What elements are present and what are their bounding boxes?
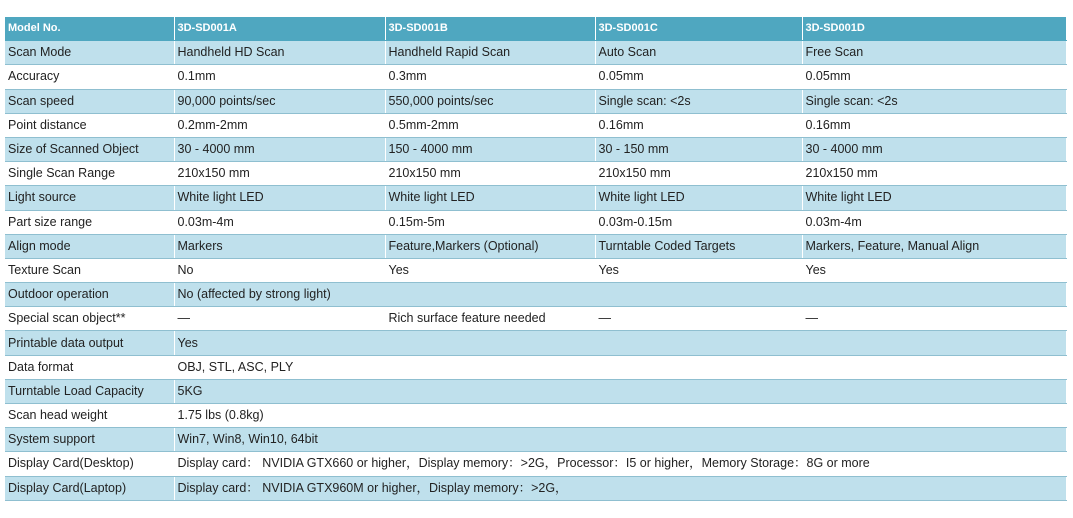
row-label: Align mode bbox=[5, 234, 174, 258]
table-cell: No bbox=[174, 258, 385, 282]
table-cell: Win7, Win8, Win10, 64bit bbox=[174, 428, 1066, 452]
table-cell: — bbox=[595, 307, 802, 331]
row-label: Texture Scan bbox=[5, 258, 174, 282]
table-cell: 0.2mm-2mm bbox=[174, 113, 385, 137]
table-cell: 210x150 mm bbox=[174, 162, 385, 186]
table-cell: OBJ, STL, ASC, PLY bbox=[174, 355, 1066, 379]
table-row bbox=[5, 41, 1066, 65]
table-cell: 0.05mm bbox=[802, 65, 1066, 89]
table-cell: 0.03m-4m bbox=[802, 210, 1066, 234]
table-cell: Handheld Rapid Scan bbox=[385, 41, 595, 65]
table-cell: Rich surface feature needed bbox=[385, 307, 595, 331]
row-label: Accuracy bbox=[5, 65, 174, 89]
table-cell: 30 - 150 mm bbox=[595, 137, 802, 161]
table-cell: Yes bbox=[174, 331, 1066, 355]
table-cell: 0.15m-5m bbox=[385, 210, 595, 234]
row-label: Display Card(Laptop) bbox=[5, 476, 174, 500]
table-cell: White light LED bbox=[174, 186, 385, 210]
table-cell: Markers, Feature, Manual Align bbox=[802, 234, 1066, 258]
header-cell: 3D-SD001B bbox=[385, 17, 595, 41]
table-cell: 210x150 mm bbox=[385, 162, 595, 186]
row-label: Scan head weight bbox=[5, 404, 174, 428]
table-cell: Display card： NVIDIA GTX960M or higher，Display memory：>2G， bbox=[174, 476, 1066, 500]
table-cell: Markers bbox=[174, 234, 385, 258]
table-cell: 90,000 points/sec bbox=[174, 89, 385, 113]
table-cell: Handheld HD Scan bbox=[174, 41, 385, 65]
row-label: Light source bbox=[5, 186, 174, 210]
table-cell: 30 - 4000 mm bbox=[174, 137, 385, 161]
table-cell: 30 - 4000 mm bbox=[802, 137, 1066, 161]
table-row bbox=[5, 355, 1066, 379]
row-label: Data format bbox=[5, 355, 174, 379]
row-label: Turntable Load Capacity bbox=[5, 379, 174, 403]
table-cell: No (affected by strong light) bbox=[174, 283, 1066, 307]
row-label: Display Card(Desktop) bbox=[5, 452, 174, 476]
table-cell: — bbox=[174, 307, 385, 331]
table-cell: Yes bbox=[595, 258, 802, 282]
table-cell: White light LED bbox=[385, 186, 595, 210]
table-cell: Single scan: <2s bbox=[595, 89, 802, 113]
header-row bbox=[5, 17, 1066, 41]
row-label: Scan speed bbox=[5, 89, 174, 113]
row-label: Part size range bbox=[5, 210, 174, 234]
row-label: Outdoor operation bbox=[5, 283, 174, 307]
table-cell: Free Scan bbox=[802, 41, 1066, 65]
table-row bbox=[5, 65, 1066, 89]
table-row bbox=[5, 331, 1066, 355]
table-cell: 0.05mm bbox=[595, 65, 802, 89]
table-cell: Feature,Markers (Optional) bbox=[385, 234, 595, 258]
row-label: Special scan object** bbox=[5, 307, 174, 331]
table-row bbox=[5, 404, 1066, 428]
table-cell: Display card： NVIDIA GTX660 or higher，Display memory：>2G，Processor：I5 or higher，Memory Storage：8G or more bbox=[174, 452, 1066, 476]
table-cell: Yes bbox=[802, 258, 1066, 282]
row-label: Point distance bbox=[5, 113, 174, 137]
table-row bbox=[5, 283, 1066, 307]
table-row bbox=[5, 307, 1066, 331]
table-cell: 0.16mm bbox=[802, 113, 1066, 137]
table-row bbox=[5, 210, 1066, 234]
header-cell: 3D-SD001C bbox=[595, 17, 802, 41]
table-row bbox=[5, 186, 1066, 210]
table-cell: Auto Scan bbox=[595, 41, 802, 65]
table-row bbox=[5, 428, 1066, 452]
table-row bbox=[5, 113, 1066, 137]
table-row bbox=[5, 379, 1066, 403]
table-cell: 0.3mm bbox=[385, 65, 595, 89]
header-cell: 3D-SD001D bbox=[802, 17, 1066, 41]
spec-table bbox=[5, 17, 1067, 501]
table-cell: 150 - 4000 mm bbox=[385, 137, 595, 161]
table-cell: Yes bbox=[385, 258, 595, 282]
table-cell: White light LED bbox=[802, 186, 1066, 210]
table-row bbox=[5, 137, 1066, 161]
table-cell: 210x150 mm bbox=[802, 162, 1066, 186]
table-cell: 550,000 points/sec bbox=[385, 89, 595, 113]
row-label: Size of Scanned Object bbox=[5, 137, 174, 161]
table-cell: 0.1mm bbox=[174, 65, 385, 89]
table-row bbox=[5, 258, 1066, 282]
table-cell: Turntable Coded Targets bbox=[595, 234, 802, 258]
table-cell: 1.75 lbs (0.8kg) bbox=[174, 404, 1066, 428]
table-row bbox=[5, 452, 1066, 476]
row-label: Printable data output bbox=[5, 331, 174, 355]
table-row bbox=[5, 476, 1066, 500]
table-cell: 210x150 mm bbox=[595, 162, 802, 186]
table-cell: 0.03m-0.15m bbox=[595, 210, 802, 234]
table-row bbox=[5, 89, 1066, 113]
row-label: System support bbox=[5, 428, 174, 452]
table-cell: 0.16mm bbox=[595, 113, 802, 137]
table-cell: 0.5mm-2mm bbox=[385, 113, 595, 137]
header-cell: Model No. bbox=[5, 17, 174, 41]
row-label: Scan Mode bbox=[5, 41, 174, 65]
table-cell: 5KG bbox=[174, 379, 1066, 403]
table-cell: — bbox=[802, 307, 1066, 331]
header-cell: 3D-SD001A bbox=[174, 17, 385, 41]
table-cell: 0.03m-4m bbox=[174, 210, 385, 234]
table-row bbox=[5, 162, 1066, 186]
table-cell: Single scan: <2s bbox=[802, 89, 1066, 113]
table-cell: White light LED bbox=[595, 186, 802, 210]
row-label: Single Scan Range bbox=[5, 162, 174, 186]
table-row bbox=[5, 234, 1066, 258]
